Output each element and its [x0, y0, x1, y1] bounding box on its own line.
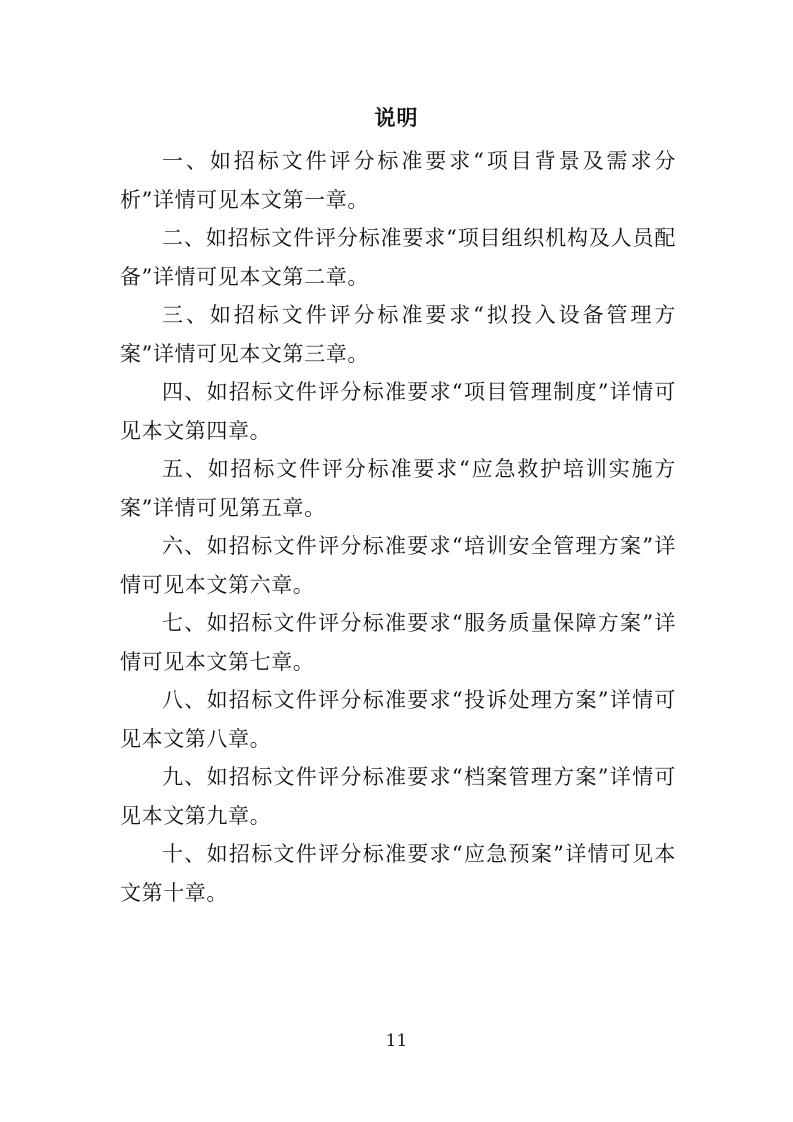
- paragraph-10: 十、如招标文件评分标准要求“应急预案”详情可见本文第十章。: [120, 842, 676, 905]
- paragraph-1: 一、如招标文件评分标准要求“项目背景及需求分析”详情可见本文第一章。: [120, 149, 676, 212]
- document-body: [120, 142, 676, 912]
- paragraph-5: 五、如招标文件评分标准要求“应急救护培训实施方案”详情可见第五章。: [120, 457, 676, 520]
- page-number: 11: [385, 1031, 408, 1051]
- paragraph-6: 六、如招标文件评分标准要求“培训安全管理方案”详情可见本文第六章。: [120, 534, 676, 597]
- paragraph-2: 二、如招标文件评分标准要求“项目组织机构及人员配备”详情可见本文第二章。: [120, 226, 676, 289]
- paragraph-7: 七、如招标文件评分标准要求“服务质量保障方案”详情可见本文第七章。: [120, 611, 676, 674]
- paragraph-4: 四、如招标文件评分标准要求“项目管理制度”详情可见本文第四章。: [120, 380, 676, 443]
- page-title: 说明: [374, 105, 419, 130]
- paragraph-9: 九、如招标文件评分标准要求“档案管理方案”详情可见本文第九章。: [120, 765, 676, 828]
- paragraph-3: 三、如招标文件评分标准要求“拟投入设备管理方案”详情可见本文第三章。: [120, 303, 676, 366]
- paragraph-8: 八、如招标文件评分标准要求“投诉处理方案”详情可见本文第八章。: [120, 688, 676, 751]
